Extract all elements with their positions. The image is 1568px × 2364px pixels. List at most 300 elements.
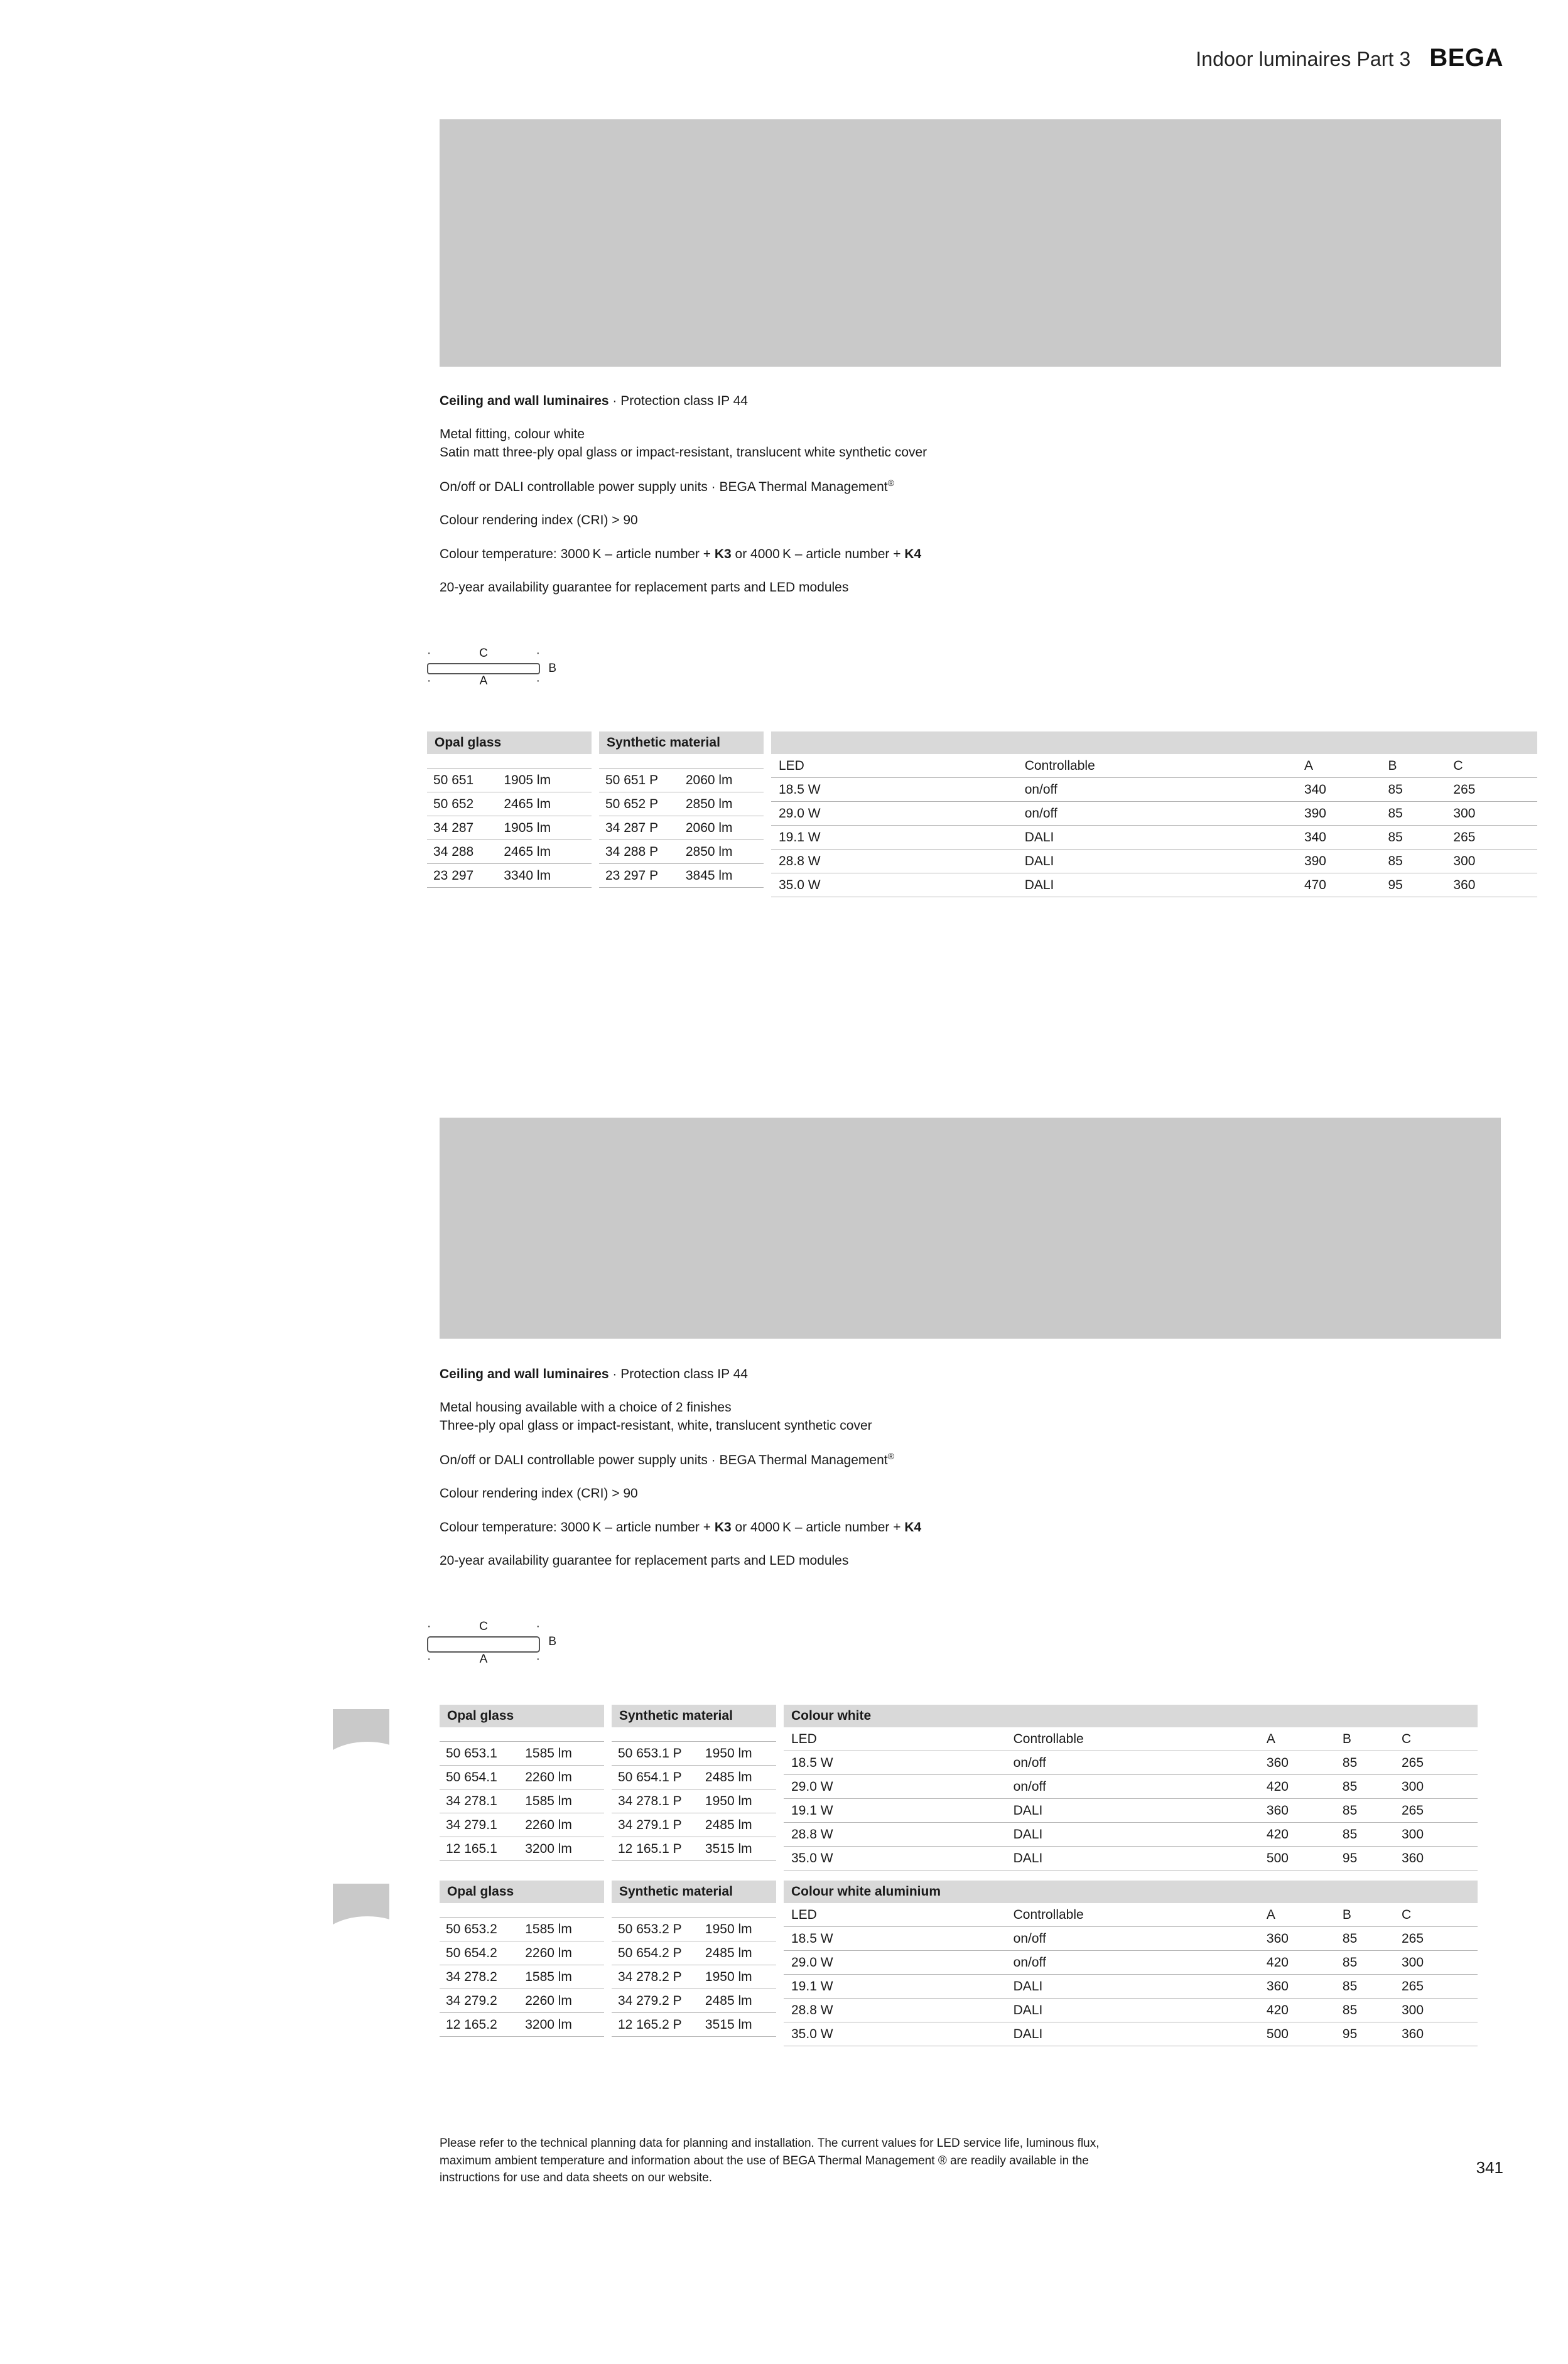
synthetic-lumen: 2060 lm: [686, 816, 764, 840]
synthetic-lumen: 2060 lm: [686, 769, 764, 792]
dim1-top-labels: [427, 647, 540, 663]
synthetic-article: 34 278.1 P: [612, 1789, 705, 1813]
opal-article: 50 651: [427, 769, 504, 792]
section2-white-synthetic-table: [612, 1741, 776, 1861]
section1-line-2-text: On/off or DALI controllable power supply units · BEGA Thermal Management: [440, 480, 888, 495]
section2-ct-prefix: Colour temperature: 3000 K – article number +: [440, 1519, 715, 1535]
dim2-fixture-outline: [427, 1635, 556, 1653]
cell-c: 300: [1453, 850, 1537, 873]
cell-b: 85: [1343, 1775, 1402, 1799]
table-row: [599, 840, 764, 864]
col-head-led: LED: [784, 1727, 1014, 1751]
thumbnail-shape: [333, 1916, 389, 1958]
cell-b: 95: [1388, 873, 1454, 897]
section2-white-synth-spacer: [612, 1727, 776, 1741]
section1-description: [440, 392, 927, 612]
section2-alu-headers: [440, 1881, 1478, 1903]
cell-a: 420: [1267, 1823, 1343, 1847]
cell-c: 360: [1453, 873, 1537, 897]
table-row: [612, 1813, 776, 1837]
cell-c: 265: [1402, 1751, 1478, 1775]
opal-lumen: 3340 lm: [504, 864, 592, 888]
table-row: [440, 1837, 604, 1861]
synthetic-article: 12 165.2 P: [612, 2013, 705, 2037]
section2-white-headers: [440, 1705, 1478, 1727]
dim2-bottom-labels: [427, 1653, 540, 1669]
synthetic-lumen: 2485 lm: [705, 1989, 776, 2013]
section2-ct-k4: K4: [904, 1519, 922, 1535]
footer-note-line-2: maximum ambient temperature and information about the use of BEGA Thermal Management ® are readily available in the: [440, 2154, 1089, 2167]
table-row: [784, 1751, 1478, 1775]
synthetic-article: 23 297 P: [599, 864, 686, 888]
synthetic-lumen: 2485 lm: [705, 1766, 776, 1789]
opal-lumen: 3200 lm: [525, 2013, 604, 2037]
cell-controllable: on/off: [1014, 1927, 1267, 1951]
section2-alu-header-synthetic: Synthetic material: [612, 1881, 776, 1903]
cell-led: 35.0 W: [784, 1847, 1014, 1870]
section1-ct-k4: K4: [904, 546, 922, 561]
col-head-b: B: [1343, 1903, 1402, 1927]
cell-c: 265: [1402, 1799, 1478, 1823]
synthetic-article: 34 287 P: [599, 816, 686, 840]
cell-a: 470: [1304, 873, 1388, 897]
cell-led: 28.8 W: [771, 850, 1025, 873]
cell-a: 420: [1267, 1951, 1343, 1975]
synthetic-article: 50 653.1 P: [612, 1742, 705, 1766]
cell-a: 420: [1267, 1999, 1343, 2022]
synthetic-article: 34 278.2 P: [612, 1965, 705, 1989]
opal-lumen: 2260 lm: [525, 1766, 604, 1789]
opal-article: 34 287: [427, 816, 504, 840]
opal-article: 50 654.2: [440, 1941, 525, 1965]
cell-c: 300: [1402, 1999, 1478, 2022]
section2-heading-bold: Ceiling and wall luminaires: [440, 1367, 609, 1381]
table-row: [440, 1789, 604, 1813]
synthetic-lumen: 2850 lm: [686, 840, 764, 864]
opal-article: 50 652: [427, 792, 504, 816]
cell-led: 29.0 W: [784, 1775, 1014, 1799]
cell-led: 28.8 W: [784, 1823, 1014, 1847]
section1-table-body: [427, 754, 1537, 897]
table-row: [440, 1965, 604, 1989]
table-row: [784, 1999, 1478, 2022]
opal-lumen: 1585 lm: [525, 1918, 604, 1941]
col-head-c: C: [1453, 754, 1537, 778]
section2-line-5: 20-year availability guarantee for replacement parts and LED modules: [440, 1553, 849, 1568]
col-head-a: A: [1304, 754, 1388, 778]
col-head-led: LED: [784, 1903, 1014, 1927]
registered-icon: ®: [887, 478, 894, 488]
table-row: [440, 1918, 604, 1941]
section1-heading: [440, 392, 927, 410]
dim2-dot-right: ·: [536, 1620, 540, 1633]
section2-alu-body: [440, 1903, 1478, 2046]
section1-heading-bold: Ceiling and wall luminaires: [440, 394, 609, 408]
section2-line-1b: Three-ply opal glass or impact-resistant, white, translucent synthetic cover: [440, 1418, 872, 1433]
cell-controllable: on/off: [1025, 778, 1304, 802]
opal-article: 12 165.2: [440, 2013, 525, 2037]
section2-white-tech-table: [784, 1727, 1478, 1870]
table-row: [440, 1766, 604, 1789]
section2-table-white-group: [440, 1705, 1478, 1870]
cell-led: 35.0 W: [784, 2022, 1014, 2046]
section1-line-5: 20-year availability guarantee for replacement parts and LED modules: [440, 580, 849, 595]
section2-alu-opal-spacer: [440, 1903, 604, 1917]
section2-ct-k3: K3: [714, 1519, 732, 1535]
table-row: [612, 1789, 776, 1813]
cell-c: 300: [1402, 1951, 1478, 1975]
table-row: [599, 864, 764, 888]
table-row: [440, 2013, 604, 2037]
opal-article: 34 279.2: [440, 1989, 525, 2013]
section2-description: [440, 1366, 921, 1585]
dim1-label-c: C: [479, 647, 488, 660]
cell-c: 265: [1402, 1927, 1478, 1951]
section2-heading: [440, 1366, 921, 1383]
section2-ct-middle: or 4000 K – article number +: [731, 1519, 905, 1535]
col-head-led: LED: [771, 754, 1025, 778]
section1-table-headers: [427, 731, 1537, 754]
opal-article: 50 654.1: [440, 1766, 525, 1789]
cell-controllable: DALI: [1014, 2022, 1267, 2046]
opal-article: 50 653.2: [440, 1918, 525, 1941]
section2-alu-col-tech: [784, 1903, 1478, 2046]
table-row: [612, 1989, 776, 2013]
section2-white-col-opal: [440, 1727, 604, 1870]
section1-col-tech: [771, 754, 1537, 897]
table-row: [612, 2013, 776, 2037]
cell-controllable: DALI: [1025, 826, 1304, 850]
dim1-dot-right: ·: [536, 647, 540, 660]
table-row: [440, 1941, 604, 1965]
footer-note-line-1: Please refer to the technical planning data for planning and installation. The current values for LED service life, luminous flux,: [440, 2137, 1100, 2150]
section1-line-1: [440, 426, 927, 461]
cell-b: 85: [1388, 850, 1454, 873]
opal-article: 12 165.1: [440, 1837, 525, 1861]
section1-heading-rest: · Protection class IP 44: [608, 394, 748, 408]
synthetic-lumen: 3515 lm: [705, 1837, 776, 1861]
cell-c: 265: [1402, 1975, 1478, 1999]
dim2-dot-right-2: ·: [536, 1653, 540, 1666]
section2-line-4: [440, 1519, 921, 1536]
table-row: [612, 1837, 776, 1861]
section2-white-header-synthetic: Synthetic material: [612, 1705, 776, 1727]
cell-a: 390: [1304, 850, 1388, 873]
dimension-diagram-1: [427, 647, 556, 691]
table-row: [784, 1799, 1478, 1823]
section1-line-3: Colour rendering index (CRI) > 90: [440, 513, 638, 528]
cell-controllable: on/off: [1014, 1951, 1267, 1975]
section2-line-2: [440, 1450, 921, 1469]
table-row: [612, 1965, 776, 1989]
table-row: [427, 864, 592, 888]
dim1-dot-left: ·: [427, 647, 431, 660]
section2-alu-header-tech: Colour white aluminium: [784, 1881, 1478, 1903]
cell-c: 300: [1402, 1823, 1478, 1847]
cell-controllable: DALI: [1014, 1999, 1267, 2022]
cell-c: 360: [1402, 2022, 1478, 2046]
section2-heading-rest: · Protection class IP 44: [608, 1367, 748, 1381]
opal-lumen: 3200 lm: [525, 1837, 604, 1861]
dim2-dot-left: ·: [427, 1620, 431, 1633]
cell-led: 18.5 W: [784, 1927, 1014, 1951]
cell-controllable: DALI: [1014, 1847, 1267, 1870]
opal-article: 34 278.1: [440, 1789, 525, 1813]
section2-line-1: [440, 1399, 921, 1435]
synthetic-lumen: 1950 lm: [705, 1965, 776, 1989]
product-thumbnail-aluminium: [333, 1884, 389, 1958]
dim2-dot-left-2: ·: [427, 1653, 431, 1666]
registered-icon: ®: [887, 1451, 894, 1462]
table-row: [784, 1823, 1478, 1847]
opal-lumen: 2260 lm: [525, 1989, 604, 2013]
page-number: 341: [1476, 2158, 1503, 2177]
synthetic-article: 50 652 P: [599, 792, 686, 816]
synthetic-article: 34 288 P: [599, 840, 686, 864]
table-row: [440, 1742, 604, 1766]
col-head-controllable: Controllable: [1014, 1727, 1267, 1751]
table-row: [784, 1951, 1478, 1975]
section2-white-col-tech: [784, 1727, 1478, 1870]
cell-led: 29.0 W: [784, 1951, 1014, 1975]
section2-alu-opal-table: [440, 1917, 604, 2037]
product-photo-1: [440, 119, 1501, 367]
cell-a: 360: [1267, 1975, 1343, 1999]
synthetic-lumen: 1950 lm: [705, 1742, 776, 1766]
synthetic-lumen: 2850 lm: [686, 792, 764, 816]
section2-white-opal-spacer: [440, 1727, 604, 1741]
cell-b: 85: [1388, 826, 1454, 850]
cell-c: 300: [1453, 802, 1537, 826]
col-head-c: C: [1402, 1903, 1478, 1927]
synthetic-article: 12 165.1 P: [612, 1837, 705, 1861]
cell-controllable: on/off: [1014, 1751, 1267, 1775]
cell-led: 28.8 W: [784, 1999, 1014, 2022]
opal-lumen: 2260 lm: [525, 1813, 604, 1837]
cell-controllable: DALI: [1025, 850, 1304, 873]
section1-col-opal: [427, 754, 592, 897]
cell-a: 390: [1304, 802, 1388, 826]
cell-c: 360: [1402, 1847, 1478, 1870]
cell-controllable: DALI: [1025, 873, 1304, 897]
table-row: [612, 1742, 776, 1766]
cell-b: 85: [1343, 1799, 1402, 1823]
table-row: [612, 1918, 776, 1941]
opal-lumen: 1905 lm: [504, 816, 592, 840]
cell-a: 420: [1267, 1775, 1343, 1799]
synthetic-lumen: 1950 lm: [705, 1789, 776, 1813]
cell-controllable: DALI: [1014, 1823, 1267, 1847]
table-row: [771, 873, 1537, 897]
cell-controllable: on/off: [1014, 1775, 1267, 1799]
section1-table-group: [427, 731, 1537, 897]
section1-tech-table: [771, 754, 1537, 897]
cell-led: 19.1 W: [784, 1799, 1014, 1823]
table-row: [427, 816, 592, 840]
opal-article: 50 653.1: [440, 1742, 525, 1766]
section2-alu-col-opal: [440, 1903, 604, 2046]
table-row: [612, 1941, 776, 1965]
synthetic-lumen: 2485 lm: [705, 1941, 776, 1965]
synthetic-article: 50 654.1 P: [612, 1766, 705, 1789]
opal-lumen: 2465 lm: [504, 840, 592, 864]
section2-line-3: Colour rendering index (CRI) > 90: [440, 1486, 638, 1501]
synthetic-article: 50 654.2 P: [612, 1941, 705, 1965]
cell-b: 85: [1343, 1927, 1402, 1951]
dim2-label-c: C: [479, 1620, 488, 1633]
cell-led: 29.0 W: [771, 802, 1025, 826]
table-header-row: [784, 1727, 1478, 1751]
cell-b: 85: [1343, 1975, 1402, 1999]
synthetic-article: 50 651 P: [599, 769, 686, 792]
cell-a: 360: [1267, 1799, 1343, 1823]
brand-logo: BEGA: [1429, 44, 1503, 72]
table-row: [440, 1813, 604, 1837]
section2-white-header-tech: Colour white: [784, 1705, 1478, 1727]
synthetic-article: 50 653.2 P: [612, 1918, 705, 1941]
col-head-controllable: Controllable: [1014, 1903, 1267, 1927]
table-row: [784, 1775, 1478, 1799]
table-row: [440, 1989, 604, 2013]
synthetic-article: 34 279.1 P: [612, 1813, 705, 1837]
opal-article: 23 297: [427, 864, 504, 888]
cell-b: 85: [1388, 802, 1454, 826]
section2-table-aluminium-group: [440, 1881, 1478, 2046]
cell-controllable: DALI: [1014, 1975, 1267, 1999]
footer-note-line-3: instructions for use and data sheets on our website.: [440, 2171, 713, 2185]
dim2-label-a: A: [479, 1653, 488, 1666]
section2-alu-synthetic-table: [612, 1917, 776, 2037]
synthetic-lumen: 3845 lm: [686, 864, 764, 888]
table-row: [784, 1975, 1478, 1999]
opal-article: 34 279.1: [440, 1813, 525, 1837]
table-row: [427, 769, 592, 792]
footer-note: [440, 2135, 1350, 2187]
section1-header-opal: Opal glass: [427, 731, 592, 754]
section1-header-tech: [771, 731, 1537, 754]
cell-b: 85: [1343, 1751, 1402, 1775]
cell-c: 265: [1453, 826, 1537, 850]
dim1-label-a: A: [479, 674, 488, 688]
col-head-b: B: [1388, 754, 1454, 778]
page-header: [1196, 44, 1503, 72]
opal-article: 34 278.2: [440, 1965, 525, 1989]
section1-line-1a: Metal fitting, colour white: [440, 427, 585, 442]
section1-opal-spacer: [427, 754, 592, 768]
cell-controllable: on/off: [1025, 802, 1304, 826]
table-row: [771, 826, 1537, 850]
dim1-dot-right-2: ·: [536, 674, 540, 688]
table-header-row: [771, 754, 1537, 778]
synthetic-lumen: 3515 lm: [705, 2013, 776, 2037]
col-head-a: A: [1267, 1903, 1343, 1927]
dim1-dot-left-2: ·: [427, 674, 431, 688]
opal-lumen: 1905 lm: [504, 769, 592, 792]
cell-c: 300: [1402, 1775, 1478, 1799]
cell-b: 85: [1343, 1951, 1402, 1975]
cell-led: 19.1 W: [771, 826, 1025, 850]
section2-alu-synth-spacer: [612, 1903, 776, 1917]
opal-lumen: 1585 lm: [525, 1965, 604, 1989]
section1-line-4: [440, 546, 927, 563]
table-row: [427, 792, 592, 816]
section2-line-1a: Metal housing available with a choice of 2 finishes: [440, 1400, 732, 1415]
cell-a: 340: [1304, 826, 1388, 850]
synthetic-article: 34 279.2 P: [612, 1989, 705, 2013]
col-head-c: C: [1402, 1727, 1478, 1751]
cell-a: 360: [1267, 1751, 1343, 1775]
col-head-b: B: [1343, 1727, 1402, 1751]
cell-a: 500: [1267, 2022, 1343, 2046]
synthetic-lumen: 2485 lm: [705, 1813, 776, 1837]
dim2-top-labels: [427, 1620, 540, 1636]
col-head-controllable: Controllable: [1025, 754, 1304, 778]
product-thumbnail-white: [333, 1709, 389, 1783]
section2-white-opal-table: [440, 1741, 604, 1861]
cell-led: 18.5 W: [784, 1751, 1014, 1775]
thumbnail-shape: [333, 1742, 389, 1783]
section1-opal-table: [427, 768, 592, 888]
cell-b: 85: [1343, 1823, 1402, 1847]
table-row: [427, 840, 592, 864]
section2-white-header-opal: Opal glass: [440, 1705, 604, 1727]
section1-line-2: [440, 477, 927, 496]
section2-alu-tech-table: [784, 1903, 1478, 2046]
cell-b: 85: [1388, 778, 1454, 802]
table-row: [612, 1766, 776, 1789]
section1-ct-prefix: Colour temperature: 3000 K – article number +: [440, 546, 715, 561]
header-title: Indoor luminaires Part 3: [1196, 48, 1411, 70]
section1-synthetic-table: [599, 768, 764, 888]
cell-b: 95: [1343, 1847, 1402, 1870]
section2-alu-col-synthetic: [612, 1903, 776, 2046]
cell-a: 500: [1267, 1847, 1343, 1870]
table-row: [599, 769, 764, 792]
table-row: [771, 850, 1537, 873]
table-header-row: [784, 1903, 1478, 1927]
opal-lumen: 2465 lm: [504, 792, 592, 816]
cell-b: 85: [1343, 1999, 1402, 2022]
cell-led: 18.5 W: [771, 778, 1025, 802]
section2-white-body: [440, 1727, 1478, 1870]
dim2-label-b: B: [548, 1635, 556, 1648]
table-row: [599, 816, 764, 840]
cell-led: 35.0 W: [771, 873, 1025, 897]
section1-header-synthetic: Synthetic material: [599, 731, 764, 754]
opal-lumen: 1585 lm: [525, 1742, 604, 1766]
product-photo-2: [440, 1118, 1501, 1339]
section1-synth-spacer: [599, 754, 764, 768]
table-row: [771, 778, 1537, 802]
section2-line-2-text: On/off or DALI controllable power supply units · BEGA Thermal Management: [440, 1453, 888, 1468]
dimension-diagram-2: [427, 1620, 556, 1669]
cell-a: 340: [1304, 778, 1388, 802]
section1-ct-middle: or 4000 K – article number +: [731, 546, 905, 561]
section2-white-col-synthetic: [612, 1727, 776, 1870]
cell-controllable: DALI: [1014, 1799, 1267, 1823]
opal-article: 34 288: [427, 840, 504, 864]
table-row: [599, 792, 764, 816]
cell-a: 360: [1267, 1927, 1343, 1951]
synthetic-lumen: 1950 lm: [705, 1918, 776, 1941]
table-row: [784, 2022, 1478, 2046]
section2-alu-header-opal: Opal glass: [440, 1881, 604, 1903]
col-head-a: A: [1267, 1727, 1343, 1751]
section1-line-1b: Satin matt three-ply opal glass or impact-resistant, translucent white synthetic cover: [440, 445, 927, 460]
section1-ct-k3: K3: [714, 546, 732, 561]
table-row: [771, 802, 1537, 826]
cell-b: 95: [1343, 2022, 1402, 2046]
